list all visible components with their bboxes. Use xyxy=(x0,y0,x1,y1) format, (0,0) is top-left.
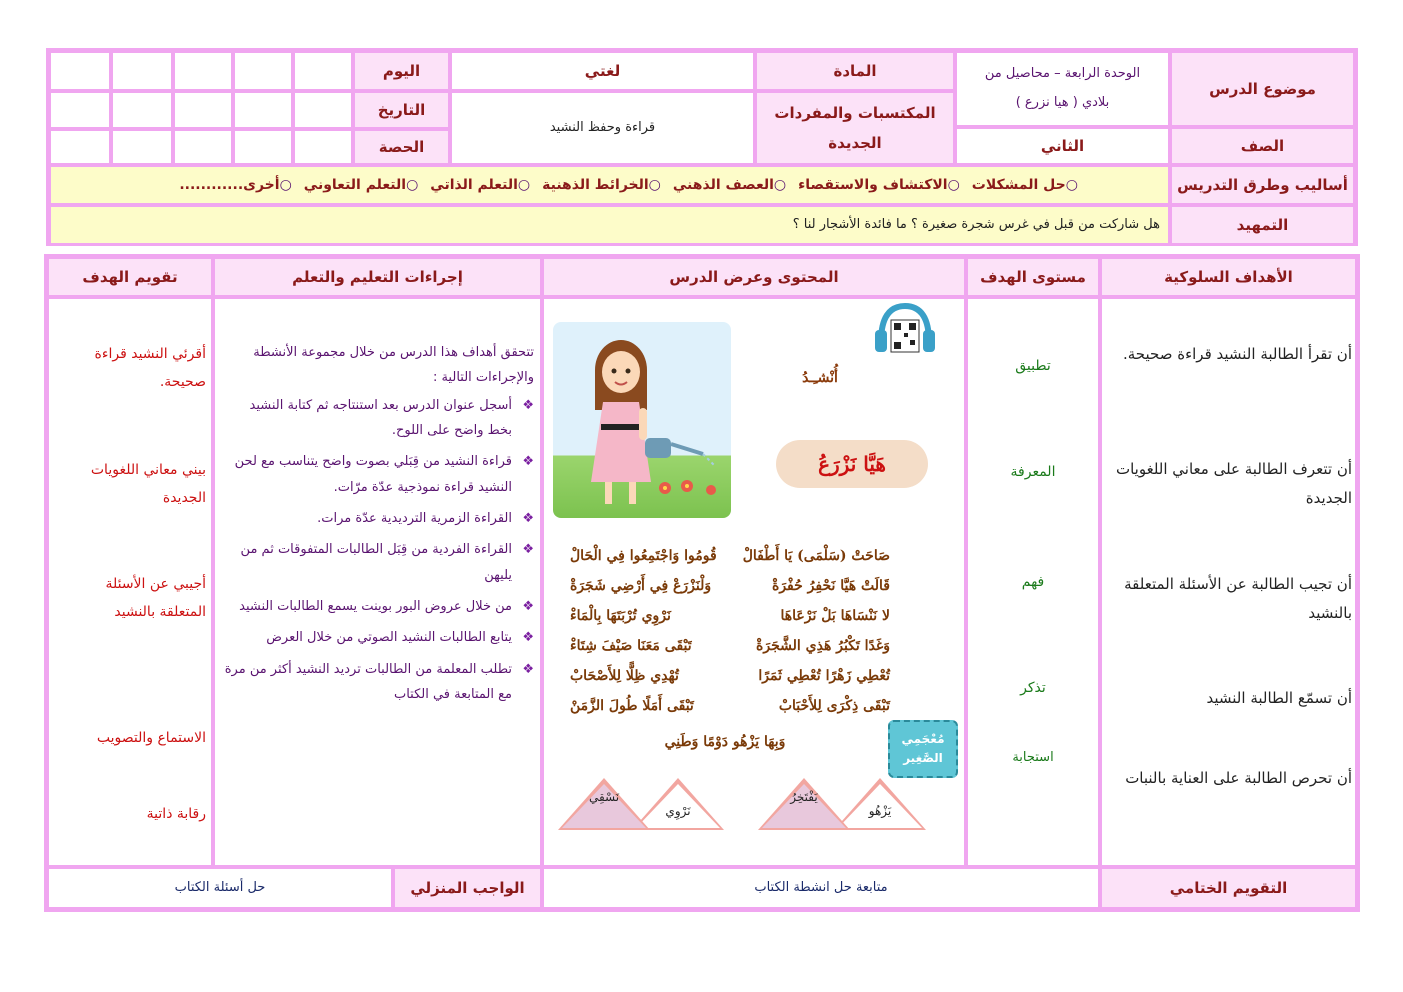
homework-label: الواجب المنزلي xyxy=(392,866,543,910)
evaluation-item: رقابة ذاتية xyxy=(146,806,206,822)
procedure-item: ❖ يتابع الطالبات النشيد الصوتي من خلال العرض xyxy=(222,625,534,650)
col-level: مستوى الهدف xyxy=(965,256,1101,298)
level-item: تذكر xyxy=(1020,680,1046,696)
poem-line: تُعْطِي زَهْرًا تُعْطِي ثَمَرًا تُهْدِي ظِلًّا لِلأَصْحَابْ xyxy=(570,668,890,684)
procedure-item: ❖ من خلال عروض البور بوينت يسمع الطالبات النشيد xyxy=(222,594,534,619)
col-objectives: الأهداف السلوكية xyxy=(1099,256,1358,298)
objective-item: أن تتعرف الطالبة على معاني اللغويات الجديدة xyxy=(1115,460,1352,507)
subject-value: لغتي xyxy=(449,50,756,92)
objective-item: أن تسمّع الطالبة النشيد xyxy=(1206,689,1352,707)
method-item[interactable]: ○الخرائط الذهنية xyxy=(542,176,661,193)
day-slot[interactable] xyxy=(110,50,174,92)
period-label: الحصة xyxy=(352,128,451,166)
procedures-list xyxy=(222,340,534,713)
date-slot[interactable] xyxy=(110,90,174,130)
class-label: الصف xyxy=(1169,126,1356,166)
lesson-illustration xyxy=(553,322,731,518)
date-label: التاريخ xyxy=(352,90,451,130)
procedure-item: ❖ القراءة الزمرية الترديدية عدّة مرات. xyxy=(222,506,534,531)
vocab-word-card[interactable]: يَفْتَخِرُ xyxy=(758,778,850,830)
period-slot[interactable] xyxy=(232,128,294,166)
topic-label: موضوع الدرس xyxy=(1169,50,1356,128)
vocab-value: قراءة وحفظ النشيد xyxy=(449,90,756,166)
period-slot[interactable] xyxy=(292,128,354,166)
poem-last-line: وَبِهَا يَزْهُو دَوْمًا وَطَنِي xyxy=(664,734,786,750)
poem-line: قَالَتْ هَيَّا نَحْفِرُ حُفْرَةْ وَلْنَزْرَعْ فِي أَرْضِي شَجَرَةْ xyxy=(570,578,890,594)
methods-list xyxy=(48,164,1171,206)
day-slot[interactable] xyxy=(292,50,354,92)
poem xyxy=(570,548,890,748)
procedure-item: ❖ تطلب المعلمة من الطالبات ترديد النشيد أكثر من مرة مع المتابعة في الكتاب xyxy=(222,657,534,708)
intro-text: هل شاركت من قبل في غرس شجرة صغيرة ؟ ما فائدة الأشجار لنا ؟ xyxy=(48,204,1171,246)
dictionary-badge[interactable]: مُعْجَمِي الصَّغِير xyxy=(888,720,958,778)
day-label: اليوم xyxy=(352,50,451,92)
unit-text: الوحدة الرابعة – محاصيل من بلادي ( هيا نزرع ) xyxy=(954,50,1171,128)
level-item: المعرفة xyxy=(1010,464,1056,480)
date-slot[interactable] xyxy=(292,90,354,130)
period-slot[interactable] xyxy=(172,128,234,166)
day-slot[interactable] xyxy=(172,50,234,92)
poem-line: وَغَدًا تَكْبُرُ هَذِي الشَّجَرَةْ تَبْقَى مَعَنَا صَيْفَ شِتَاءْ xyxy=(570,638,890,654)
procedure-item: ❖ قراءة النشيد من قِبَلي بصوت واضح يتناسب مع لحن النشيد قراءة نموذجية عدّة مرّات. xyxy=(222,449,534,500)
objective-item: أن تقرأ الطالبة النشيد قراءة صحيحة. xyxy=(1123,345,1352,363)
method-item[interactable]: ○الاكتشاف والاستقصاء xyxy=(798,176,960,193)
intro-label: التمهيد xyxy=(1169,204,1356,246)
evaluation-item: أجيبي عن الأسئلة المتعلقة بالنشيد xyxy=(105,576,206,620)
objective-item: أن تجيب الطالبة عن الأسئلة المتعلقة بالنشيد xyxy=(1124,575,1352,622)
date-slot[interactable] xyxy=(172,90,234,130)
final-eval-value: متابعة حل انشطة الكتاب xyxy=(541,866,1101,910)
day-slot[interactable] xyxy=(232,50,294,92)
day-slot[interactable] xyxy=(48,50,112,92)
procedure-item: ❖ القراءة الفردية من قِبَل الطالبات المتفوقات ثم من يليهن xyxy=(222,537,534,588)
procedure-item: ❖ أسجل عنوان الدرس بعد استنتاجه ثم كتابة النشيد بخط واضح على اللوح. xyxy=(222,393,534,444)
poem-line: صَاحَتْ (سَلْمَى) يَا أَطْفَالْ قُومُوا وَاجْتَمِعُوا فِي الْحَالْ xyxy=(570,548,890,564)
poem-line: لا نَنْسَاهَا بَلْ نَرْعَاهَا نَرْوِي تُرْبَتَهَا بِالْمَاءْ xyxy=(570,608,890,624)
date-slot[interactable] xyxy=(232,90,294,130)
method-item[interactable]: ○حل المشكلات xyxy=(971,176,1078,193)
final-eval-label: التقويم الختامي xyxy=(1099,866,1358,910)
method-item[interactable]: ○التعلم الذاتي xyxy=(430,176,531,193)
class-value: الثاني xyxy=(954,126,1171,166)
homework-value: حل أسئلة الكتاب xyxy=(46,866,394,910)
girl-watering-icon xyxy=(553,322,731,518)
vocab-word-card[interactable]: نَسْقِي xyxy=(558,778,650,830)
period-slot[interactable] xyxy=(110,128,174,166)
method-item[interactable]: ○العصف الذهني xyxy=(672,176,787,193)
level-item: تطبيق xyxy=(1015,358,1051,374)
col-evaluation: تقويم الهدف xyxy=(46,256,214,298)
vocab-label: المكتسبات والمفردات الجديدة xyxy=(754,90,956,166)
objective-item: أن تحرص الطالبة على العناية بالنبات xyxy=(1125,769,1352,787)
poem-title-badge: هَيَّا نَزْرَعُ xyxy=(776,440,928,488)
methods-label: أساليب وطرق التدريس xyxy=(1169,164,1356,206)
procedures-intro: تتحقق أهداف هذا الدرس من خلال مجموعة الأنشطة والإجراءات التالية : xyxy=(253,345,534,386)
vocab-word-card[interactable]: يَزْهُو xyxy=(834,778,926,830)
date-slot[interactable] xyxy=(48,90,112,130)
level-item: فهم xyxy=(1021,574,1045,590)
col-procedures: إجراءات التعليم والتعلم xyxy=(212,256,543,298)
audio-qr-icon[interactable] xyxy=(873,302,937,358)
evaluation-item: أقرئي النشيد قراءة صحيحة. xyxy=(94,346,206,390)
level-item: استجابة xyxy=(1012,750,1054,765)
subject-label: المادة xyxy=(754,50,956,92)
method-item[interactable]: ○أخرى............ xyxy=(179,176,292,193)
col-content: المحتوى وعرض الدرس xyxy=(541,256,967,298)
period-slot[interactable] xyxy=(48,128,112,166)
vocab-word-card[interactable]: نَرْوِي xyxy=(632,778,724,830)
evaluation-item: بيني معاني اللغويات الجديدة xyxy=(90,462,206,506)
evaluation-item: الاستماع والتصويب xyxy=(96,730,206,746)
poem-label: أُنْشـِـدُ xyxy=(802,370,838,386)
method-item[interactable]: ○التعلم التعاوني xyxy=(303,176,419,193)
poem-line: تَبْقَى ذِكْرَى لِلأَحْبَابْ تَبْقَى أَمَلًا طُولَ الزَّمَنْ xyxy=(570,698,890,714)
